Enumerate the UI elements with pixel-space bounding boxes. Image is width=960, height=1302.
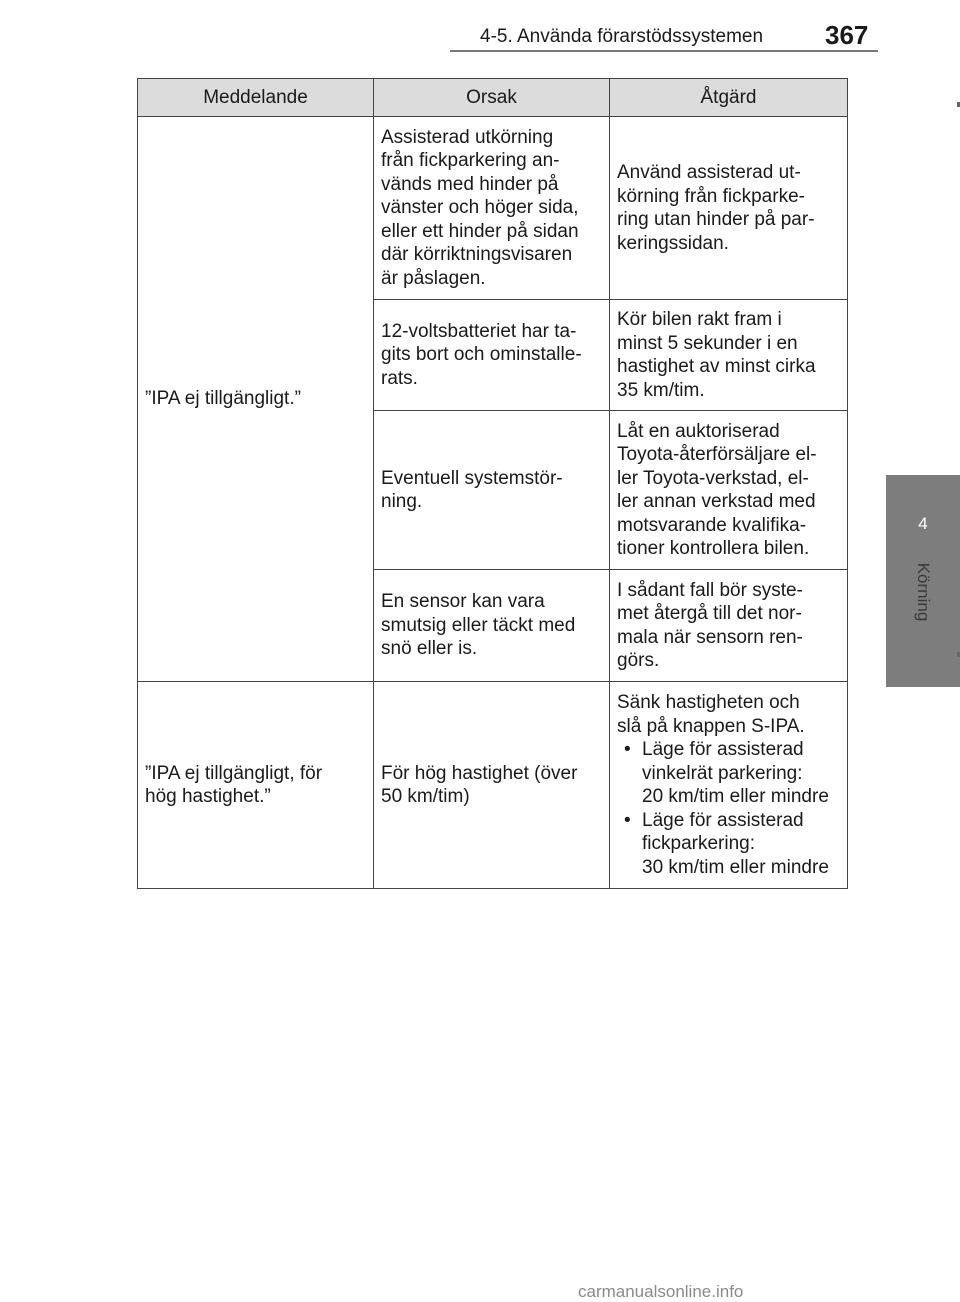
section-title: 4-5. Använda förarstödssystemen bbox=[480, 26, 764, 47]
action-cell: Kör bilen rakt fram i minst 5 sekunder i en hastighet av minst cirka 35 km/tim. bbox=[610, 300, 848, 411]
column-header-action: Åtgärd bbox=[610, 79, 848, 117]
message-cell: ”IPA ej tillgängligt.” bbox=[138, 117, 374, 682]
table-row bbox=[138, 117, 848, 300]
message-table bbox=[137, 78, 848, 889]
list-item: • Läge för assisterad vinkelrät parkering: 20 km/tim eller mindre bbox=[617, 738, 839, 809]
table-row bbox=[138, 682, 848, 889]
column-header-cause: Orsak bbox=[374, 79, 610, 117]
action-cell: I sådant fall bör syste- met återgå till det nor- mala när sensorn ren- görs. bbox=[610, 570, 848, 682]
chapter-number: 4 bbox=[918, 514, 928, 533]
footer-watermark: carmanualsonline.info bbox=[578, 1282, 744, 1301]
cause-cell: 12-voltsbatteriet har ta- gits bort och ominstalle- rats. bbox=[374, 300, 610, 411]
cause-cell: En sensor kan vara smutsig eller täckt med snö eller is. bbox=[374, 570, 610, 682]
action-list bbox=[617, 738, 839, 879]
column-header-message: Meddelande bbox=[138, 79, 374, 117]
action-cell: Använd assisterad ut- körning från fickparke- ring utan hinder på par- keringssidan. bbox=[610, 117, 848, 300]
header-rule bbox=[450, 50, 878, 52]
cause-cell: För hög hastighet (över 50 km/tim) bbox=[374, 682, 610, 889]
chapter-label: Körning bbox=[914, 562, 933, 622]
action-cell bbox=[610, 682, 848, 889]
cause-cell: Assisterad utkörning från fickparkering an- vänds med hinder på vänster och höger sida, eller ett hinder på sidan där körriktningsvisaren är påslagen. bbox=[374, 117, 610, 300]
list-item: • Läge för assisterad fickparkering: 30 km/tim eller mindre bbox=[617, 809, 839, 880]
action-cell: Låt en auktoriserad Toyota-återförsäljare el- ler Toyota-verkstad, el- ler annan verkstad med motsvarande kvalifika- tioner kontrollera bilen. bbox=[610, 411, 848, 570]
table-header-row bbox=[138, 79, 848, 117]
page-number: 367 bbox=[825, 20, 869, 50]
action-intro: Sänk hastigheten och slå på knappen S-IPA. bbox=[617, 692, 805, 737]
cause-cell: Eventuell systemstör- ning. bbox=[374, 411, 610, 570]
message-cell: ”IPA ej tillgängligt, för hög hastighet.” bbox=[138, 682, 374, 889]
